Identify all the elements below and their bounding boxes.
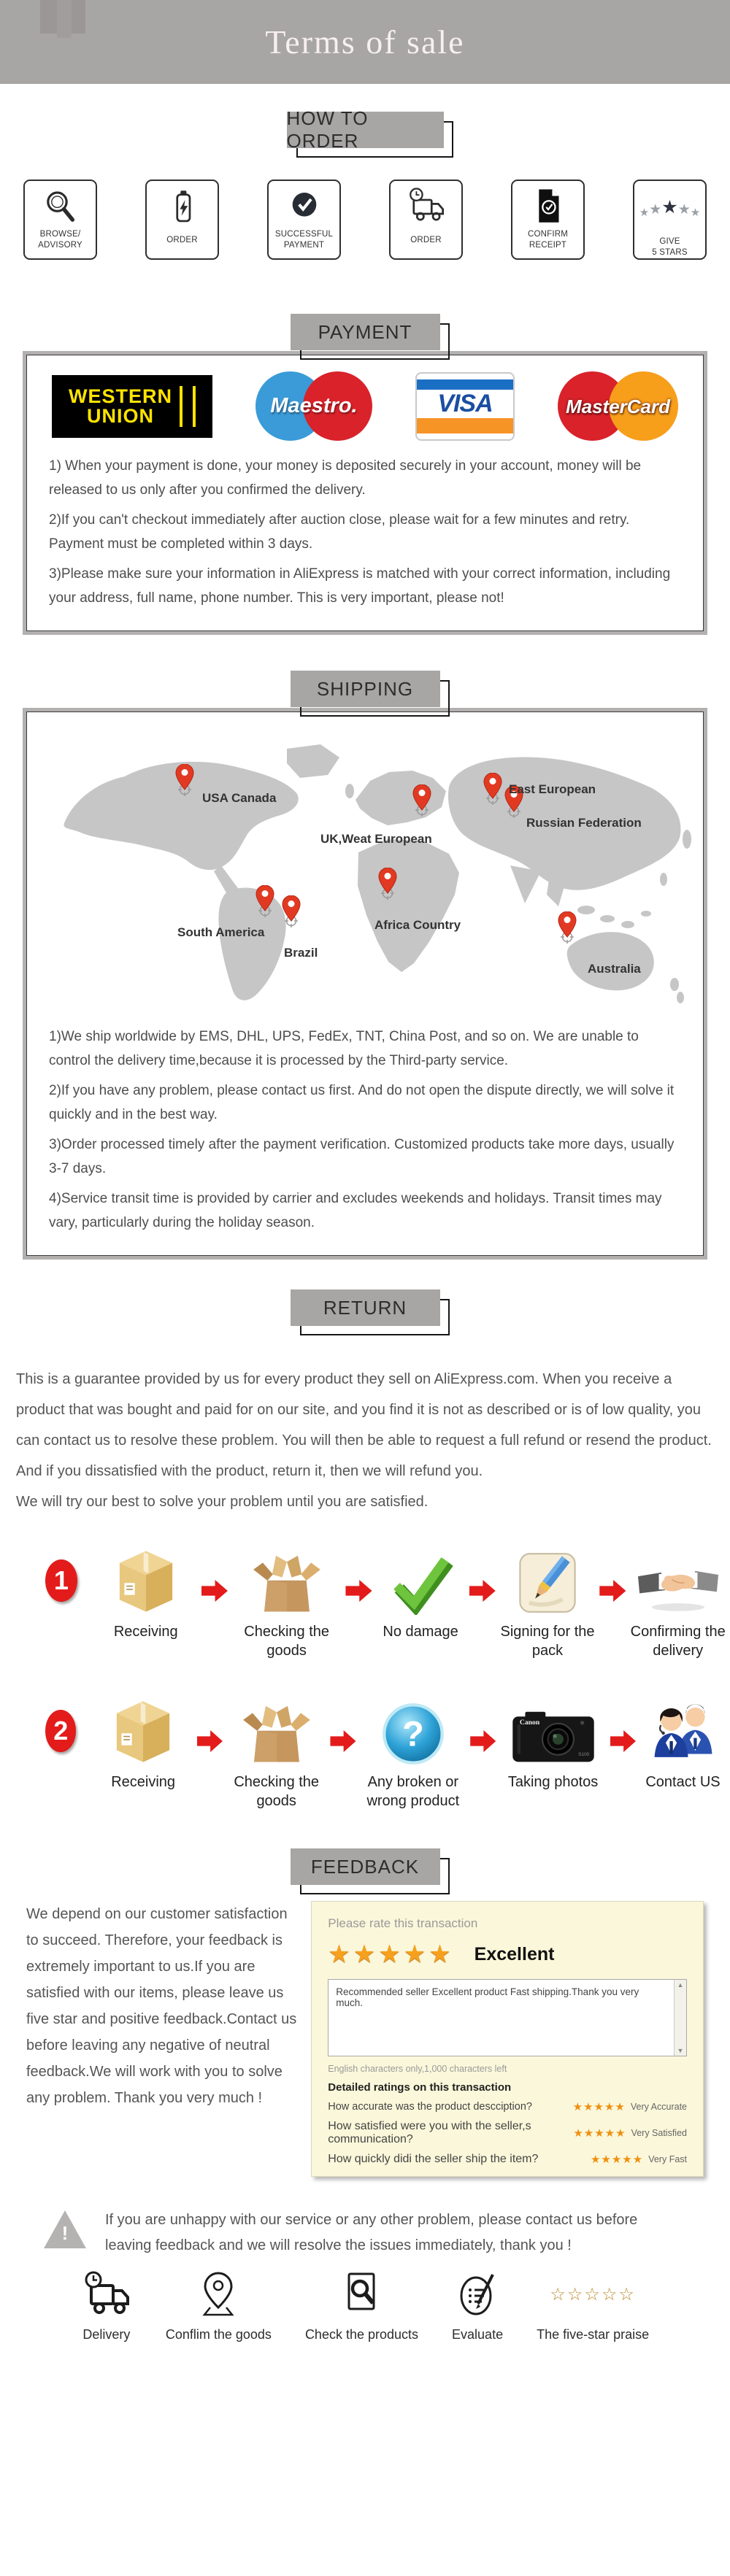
map-label: Russian Federation [526, 816, 642, 830]
process-step [496, 1692, 610, 1792]
process-step-label: Signing for the pack [500, 1624, 595, 1659]
section-label-how-to-order [286, 107, 444, 152]
support-agents-icon [650, 1692, 717, 1765]
magnifier-icon [39, 184, 82, 229]
detail-rating-row [328, 2153, 687, 2166]
map-pin-usa-canada [175, 764, 194, 798]
feedback-comment-text: Recommended seller Excellent product Fast shipping.Thank you very much. [336, 1986, 639, 2008]
camera-icon [510, 1692, 597, 1765]
scrollbar[interactable] [674, 1980, 686, 2056]
step-card-browse: BROWSE/ ADVISORY [23, 180, 97, 260]
arrow-right-icon [599, 1580, 626, 1602]
five-stars-icon: ★ ★ ★ ★ ★ [639, 197, 701, 219]
arrow-right-icon [201, 1580, 228, 1602]
rating-answer: Very Fast [648, 2154, 687, 2164]
check-circle-icon [283, 184, 326, 229]
detailed-ratings-title: Detailed ratings on this transaction [328, 2081, 512, 2094]
map-pin-east-europe [483, 773, 502, 806]
evaluate-icon [454, 2270, 501, 2318]
step-card-payment: SUCCESSFUL PAYMENT [267, 180, 341, 260]
western-union-logo: WESTERN UNION [52, 375, 212, 438]
location-pin-icon [195, 2270, 242, 2318]
footer-step-label: Check the products [304, 2327, 419, 2342]
process-step-label: Receiving [111, 1774, 176, 1790]
question-mark-icon [382, 1692, 445, 1765]
section-label-text: HOW TO ORDER [287, 112, 444, 148]
feedback-section [26, 1901, 704, 2177]
characters-left-note: English characters only,1,000 characters left [328, 2064, 507, 2074]
process-step-label: Confirming the delivery [630, 1624, 726, 1659]
payment-term: 3)Please make sure your information in AliExpress is matched with your correct information, including your address, full name, phone number. This is very important, please not! [49, 566, 671, 606]
section-label-text: SHIPPING [291, 671, 440, 707]
scroll-down-icon[interactable]: ▼ [677, 2047, 684, 2054]
footer-step-label: Evaluate [452, 2327, 504, 2342]
process-step-label: Taking photos [507, 1774, 599, 1790]
section-label-shipping [291, 671, 440, 707]
open-box-icon [242, 1692, 312, 1765]
closed-box-icon [114, 1542, 178, 1615]
section-label-text: RETURN [291, 1289, 440, 1326]
arrow-right-icon [470, 1730, 496, 1752]
process-step [91, 1542, 201, 1641]
footer-step-check-products [305, 2270, 418, 2342]
footer-steps [0, 2270, 730, 2342]
visa-logo: VISA [415, 372, 515, 441]
five-star-outline-icon: ☆☆☆☆☆ [550, 2284, 636, 2305]
footer-step-label: Delivery [82, 2327, 131, 2342]
footer-step-label: Conflim the goods [165, 2327, 272, 2342]
svg-text:S100: S100 [577, 1751, 589, 1757]
rating-stars[interactable]: ★★★★★ [572, 2101, 626, 2113]
process-step [626, 1542, 730, 1660]
process-step-label: No damage [383, 1624, 458, 1640]
how-to-order-steps [0, 180, 730, 260]
step-label: CONFIRM [527, 230, 569, 239]
step-card-order [145, 180, 219, 260]
section-label-feedback [291, 1848, 440, 1885]
footer-step-label: The five-star praise [537, 2327, 650, 2342]
arrow-right-icon [197, 1730, 223, 1752]
confirm-receipt-icon [527, 184, 569, 229]
arrow-right-icon [330, 1730, 356, 1752]
footer-step-confirm-goods [166, 2270, 272, 2342]
inspect-document-icon [338, 2270, 385, 2318]
step-label: ORDER [410, 236, 442, 244]
map-pin-brazil [282, 895, 301, 929]
section-label-text: PAYMENT [291, 314, 440, 350]
return-process-row-1 [0, 1542, 730, 1660]
green-check-icon [386, 1542, 455, 1615]
mastercard-logo: MasterCard [558, 371, 678, 441]
detail-rating-row [328, 2100, 687, 2113]
rating-question: How quickly didi the seller ship the item? [328, 2153, 539, 2165]
warning-icon: ! [44, 2210, 86, 2248]
process-step-label: Receiving [113, 1624, 178, 1640]
notice-text: If you are unhappy with our service or any other problem, please contact us before leaving feedback and we will resolve the issues immediately, thank you ! [105, 2212, 638, 2253]
payment-term: 2)If you can't checkout immediately after auction close, please wait for a few minutes and retry. Payment must be completed within 3 days. [49, 512, 630, 552]
process-step-label: Checking the goods [244, 1624, 330, 1659]
process-step [223, 1692, 331, 1810]
shipping-term: 4)Service transit time is provided by carrier and excludes weekends and holidays. Transit times may vary, particularly during the holiday season. [49, 1191, 662, 1230]
map-label: Africa Country [374, 918, 461, 932]
arrow-right-icon [345, 1580, 372, 1602]
rating-question: How satisfied were you with the seller,s communication? [328, 2120, 531, 2145]
feedback-form-panel [311, 1901, 704, 2177]
map-pin-africa [378, 868, 397, 901]
footer-step-delivery [81, 2270, 132, 2342]
shipping-terms [46, 1025, 684, 1235]
maestro-logo: Maestro. [256, 371, 372, 441]
shipping-term: 1)We ship worldwide by EMS, DHL, UPS, FedEx, TNT, China Post, and so on. We are unable to control the delivery time,because it is processed by the Third-party service. [49, 1029, 639, 1068]
step-card-delivery [389, 180, 463, 260]
unhappy-notice [44, 2207, 686, 2259]
feedback-text: We depend on our customer satisfaction to succeed. Therefore, your feedback is extremely important to us.If you are satisfied with our items, please leave us five star and positive feedback.Contact us before leaving any negative of neutral feedback.We will work with you to solve any problem. Thank you very much ! [26, 1906, 297, 2106]
detail-rating-row [328, 2120, 687, 2146]
map-pin-uk-west-europe [412, 784, 431, 818]
svg-text:Canon: Canon [519, 1718, 539, 1727]
rating-answer: Very Accurate [630, 2102, 687, 2112]
arrow-right-icon [469, 1580, 496, 1602]
rating-stars[interactable]: ★★★★★ [573, 2127, 626, 2140]
map-label: South America [177, 925, 265, 939]
rating-stars[interactable]: ★★★★★ [590, 2153, 644, 2166]
process-step [89, 1692, 197, 1792]
page-title: Terms of sale [265, 23, 465, 61]
header-smudge [57, 0, 72, 38]
map-label: East European [509, 782, 596, 796]
world-map [46, 730, 710, 1014]
return-process-row-2 [0, 1692, 730, 1810]
payment-terms [46, 454, 684, 610]
rating-answer: Very Satisfied [631, 2128, 687, 2138]
step-label: BROWSE/ [39, 230, 81, 239]
open-box-icon [252, 1542, 322, 1615]
closed-box-icon [111, 1692, 175, 1765]
step-label: GIVE [659, 237, 680, 246]
arrow-right-icon [610, 1730, 636, 1752]
shipping-term: 2)If you have any problem, please contact us first. And do not open the dispute directly, we will solve it quickly and in the best way. [49, 1083, 675, 1122]
svg-text:?: ? [402, 1714, 424, 1754]
step-label: SUCCESSFUL [274, 230, 334, 239]
map-label: Australia [588, 962, 641, 976]
map-pin-south-america [256, 885, 274, 919]
map-label: UK,Weat European [320, 832, 432, 846]
map-label: USA Canada [202, 791, 277, 805]
rate-transaction-label: Please rate this transaction [328, 1916, 478, 1930]
battery-icon [161, 184, 204, 229]
section-label-text: FEEDBACK [291, 1848, 440, 1885]
feedback-comment-textarea[interactable] [328, 1979, 687, 2056]
page-header [0, 0, 730, 84]
process-step [496, 1542, 600, 1660]
payment-term: 1) When your payment is done, your money is deposited securely in your account, money will be released to us only after you confirmed the delivery. [49, 458, 642, 498]
signing-pad-icon [518, 1542, 577, 1615]
process-step [228, 1542, 346, 1660]
truck-icon [404, 184, 448, 229]
process-step [372, 1542, 469, 1641]
payment-box [26, 355, 704, 631]
rating-stars[interactable]: ★★★★★ [328, 1940, 454, 1968]
process-number-badge: 1 [45, 1559, 77, 1602]
footer-step-evaluate [452, 2270, 503, 2342]
section-label-return [291, 1289, 440, 1326]
step-card-stars: ★ ★ ★ ★ ★ GIVE 5 STARS [633, 180, 707, 260]
scroll-up-icon[interactable]: ▲ [677, 1981, 684, 1989]
rating-label: Excellent [474, 1943, 555, 1964]
rating-question: How accurate was the product descciption? [328, 2101, 532, 2113]
process-number-badge: 2 [45, 1710, 76, 1752]
map-pin-australia [558, 911, 577, 945]
map-label: Brazil [284, 946, 318, 960]
handshake-icon [638, 1542, 718, 1615]
return-policy-text: This is a guarantee provided by us for every product they sell on AliExpress.com. When you receive a product that was bought and paid for on our site, and you find it is not as described or is of low quality, you can contact us to resolve these problem. You will then be able to request a full refund or resend the product. And if you dissatisfied with the product, return it, then we will refund you. We will try our best to solve your problem until you are satisfied. [16, 1371, 712, 1510]
process-step-label: Any broken or wrong product [366, 1774, 460, 1809]
step-card-receipt: CONFIRM RECEIPT [511, 180, 585, 260]
western-union-bars [180, 386, 196, 427]
footer-step-five-star [537, 2270, 649, 2342]
delivery-truck-icon [81, 2270, 132, 2318]
section-label-payment [291, 314, 440, 350]
payment-logos [46, 369, 684, 448]
process-step-label: Checking the goods [234, 1774, 320, 1809]
shipping-box [26, 712, 704, 1256]
step-label: ORDER [166, 236, 198, 244]
shipping-term: 3)Order processed timely after the payment verification. Customized products take more days, usually 3-7 days. [49, 1137, 675, 1176]
process-step [636, 1692, 730, 1792]
process-step-label: Contact US [645, 1774, 721, 1790]
process-step [356, 1692, 470, 1810]
